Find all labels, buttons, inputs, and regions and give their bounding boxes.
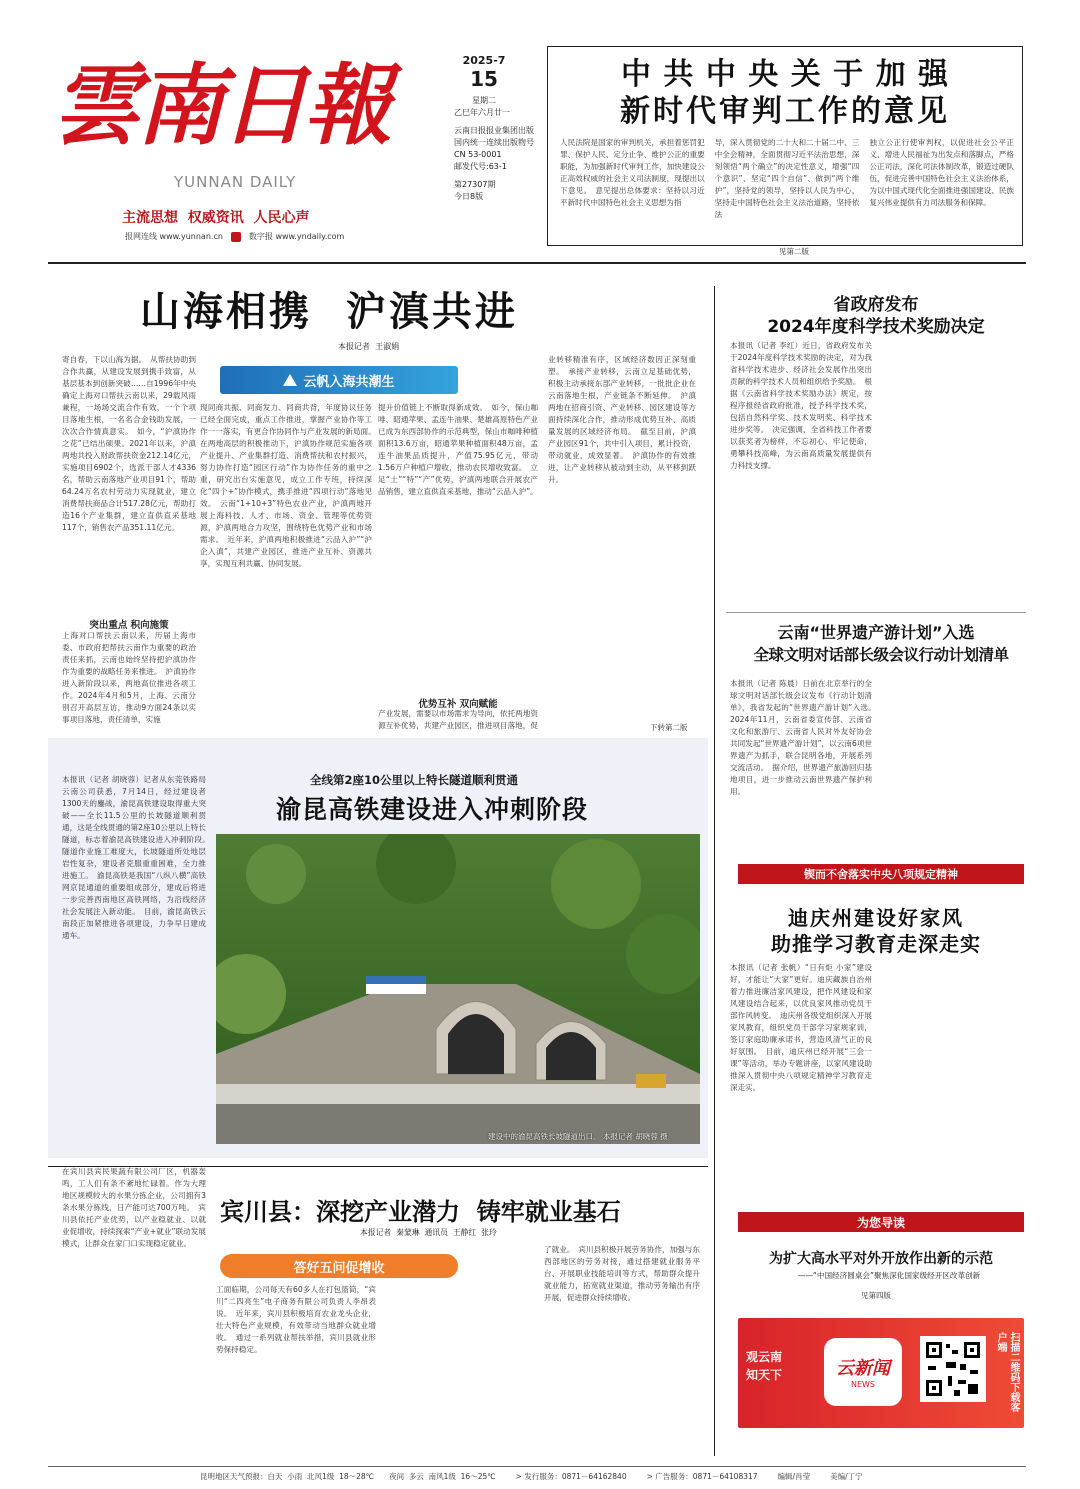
lead-col-1: 人民法院是国家的审判机关，承担着惩罚犯罪、保护人民、定分止争、维护公正的重要职能，为加强新时代审判工作，加快建设公正高效权威的社会主义司法制度，现提出以下意见。 意见提出总体要求：坚持以习近平新时代中国特色社会主义思想为指	[560, 138, 705, 207]
guide-label	[738, 1212, 1024, 1232]
issue-postal: 邮发代号:63-1	[454, 162, 507, 171]
ad-phone: > 广告服务：0871－64108317	[646, 1472, 758, 1481]
hai-banner-text: 云帆入海共潮生	[303, 374, 395, 390]
keji-title-1[interactable]: 省政府发布	[833, 295, 919, 315]
binchuan-title[interactable]: 宾川县：深挖产业潜力 铸牢就业基石	[220, 1198, 621, 1226]
lead-title-line2[interactable]: 新时代审判工作的意见	[620, 94, 950, 129]
distribution-phone: > 发行服务：0871－64162840	[515, 1472, 627, 1481]
hai-col-3b: 产业发展，需要以市场需求为导向，依托两地资源互补优势，共建产业园区，推进项目落地，促	[378, 709, 538, 730]
tunnel-photo	[216, 834, 700, 1144]
app-ad[interactable]	[738, 1318, 1024, 1428]
lead-article	[547, 46, 1023, 256]
digital-paper-icon	[231, 232, 241, 242]
guide-label-text: 为您导读	[856, 1215, 905, 1230]
weather-forecast: 昆明地区天气预报：白天 小雨 北风1级 18～28℃ 夜间 多云 南风1级 16～25℃	[200, 1472, 496, 1481]
editor: 编辑/肖莹	[777, 1472, 811, 1481]
photo-caption: 建设中的渝昆高铁长坡隧道出口。 本报记者 胡晓蓉 摄	[488, 1132, 668, 1141]
hai-col-1b: 上海对口帮扶云南以来，历届上海市委、市政府把帮扶云南作为重要的政治责任来抓，云南也始终坚持把沪滇协作作为重要的战略任务来推进。 沪滇协作进入新阶段以来，两地高位推进各项工作。2024年4月和5月，上海、云南分别召开高层互访，推动9方面24条以实事项目落地，责任清单，实施	[62, 631, 196, 724]
portal-link[interactable]: 报网连线 www.yunnan.cn	[125, 232, 223, 241]
guide-subtitle: ——“中国经济圆桌会”聚焦深化国家级经开区改革创新	[797, 1271, 981, 1280]
bfz-label-text: 锲而不舍落实中央八项规定精神	[804, 868, 958, 881]
hai-byline: 本报记者 王淑娟	[338, 342, 400, 351]
app-logo-en: NEWS	[850, 1380, 876, 1389]
binchuan-col-4: 了就业。 宾川县积极开展劳务协作，加强与东西部地区的劳务对接，通过搭建就业服务平台、开展职业技能培训等方式，帮助群众提升就业能力，拓宽就业渠道，推动劳务输出有序开展，促进群众持续增收。	[544, 1245, 700, 1302]
hai-jump[interactable]: 下转第二版	[650, 723, 688, 732]
bfz-title-2[interactable]: 助推学习教育走深走实	[771, 932, 981, 956]
keji-title-2[interactable]: 2024年度科学技术奖励决定	[767, 317, 985, 337]
shijie-title-1[interactable]: 云南“世界遗产游计划”入选	[777, 623, 975, 642]
issue-info	[454, 55, 544, 203]
masthead	[52, 45, 432, 195]
shijie-col-1: 本报讯（记者 陈晨）日前在北京举行的全球文明对话部长级会议发布《行动计划清单》，我省发起的“世界遗产游计划”入选。 2024年11月，云南省委宣传部、云南省文化和旅游厅、云南省人民对外友好协会共同发起“世界遗产游计划”，以云南6项世界遗产为抓手，联合昆明各地，开展系列交流活动。 据介绍，世界遗产旅游回归基地项目，进一步推动云南世界遗产保护利用。	[730, 679, 872, 796]
binchuan-byline: 本报记者 秦蒙琳 通讯员 王静红 张玲	[360, 1228, 497, 1237]
app-ad-slogan: 观云南 知天下	[746, 1350, 783, 1382]
issue-publisher: 云南日报报业集团出版	[454, 126, 534, 135]
digital-paper-link[interactable]: 数字报 www.yndaily.com	[248, 232, 345, 241]
hai-banner	[220, 366, 458, 394]
bfz-col-2	[880, 962, 1022, 1192]
guide-title[interactable]: 为扩大高水平对外开放作出新的示范	[769, 1251, 993, 1267]
qr-code-graphic	[924, 1340, 982, 1398]
hai-col-1: 寄自春，下以山海为据。 从帮扶协助到合作共赢，从建设发展到携手致富，从基层基本到创新突破……自1996年中央确定上海对口帮扶云南以来，29载风雨兼程，一场场交流合作有效，一个个项目落地生根，一名名合金钱助发展，一次次合作情真意实。 如今，“沪滇协作之花”已结出硕果。2021年以来，沪滇两地共投入财政帮扶资金212.14亿元，实施项目6902个，选派干部人才4336名，帮助云南落地产业项目91个，帮助64.24万名农村劳动力实现就业，建立消费帮扶商品合计517.28亿元，帮助打造16个产业集群，建立直供直采基地117个，销售农产品351.11亿元。	[62, 355, 196, 532]
hai-col-4: 业转移精准有序，区域经济数因正深刻重塑。 承接产业转移，云南立足基础优势，积极主动承接东部产业转移，一批批企业在云南落地生根，产业链条不断延伸。 沪滇两地在招商引资、产业转移、园区建设等方面持续深化合作，推动形成优势互补、高质量发展的区域经济布局。 截至目前，沪滇产业园区91个，共中引入项目，累计投资，带动就业，成效显著。 沪滇协作的有效推进，让产业转移从被动到主动，从平移到跃升。	[548, 355, 696, 484]
lead-col-2: 导，深入贯彻党的二十大和二十届二中、三中全会精神，全面贯彻习近平法治思想，深刻领悟“两个确立”的决定性意义，增强“四个意识”、坚定“四个自信”、做到“两个维护”，坚持党的领导，坚持以人民为中心，坚持走中国特色社会主义法治道路，坚持依法	[714, 138, 860, 219]
issue-serial-label: 国内统一连续出版物号	[454, 138, 534, 147]
binchuan-banner	[220, 1254, 458, 1278]
site-links	[125, 231, 344, 242]
issue-number: 第27307期	[454, 180, 496, 189]
qr-code-icon	[920, 1336, 986, 1402]
binchuan-col-3	[382, 1284, 538, 1460]
issue-year-month: 2025-7	[462, 54, 506, 67]
issue-day: 15	[470, 67, 498, 91]
shijie-title-2[interactable]: 全球文明对话部长级会议行动计划清单	[753, 646, 1009, 664]
binchuan-banner-text: 答好五问促增收	[293, 1260, 385, 1276]
hai-subhead-2: 优势互补 双向赋能	[418, 699, 498, 710]
hai-headline[interactable]: 山海相携 沪滇共进	[140, 289, 518, 335]
keji-rule	[726, 612, 1026, 613]
qr-download-text: 扫描二维码下载客户端	[995, 1332, 1019, 1412]
binchuan-col-1: 在宾川县宾民果蔬有限公司厂区，机器轰鸣，工人们有条不紊地忙碌着。作为大理地区规模较大的水果分拣企业，公司拥有3条水果分拣线，日产能可达700万吨。 宾川县依托产业优势，以产业稳就业、以就业促增收，持续探索“产业+就业”联动发展模式，让群众在家门口实现稳定就业。	[62, 1167, 206, 1248]
yukun-title[interactable]: 渝昆高铁建设进入冲刺阶段	[276, 795, 589, 824]
hai-col-2: 现同商共振、同商发力、同商共背，年度协议任务已经全面完成，重点工作推进，掌握产业协作等工作一一落实，有更合作协同作与产业发展的新局面。 在两地高层的积极推动下，沪滇协作规范实施各项产业提升、产业集群打造、消费帮扶和农村振兴，努力协作打造“园区行动”作为协作任务的重中之重，研究出台实施意见，成立工作专班，持续深化“四个+”协作模式，携手推进“四项行动”落地见效。 云南“1+10+3”特色农业产业，沪滇两地开展上海科技、人才、市场、资金、管理等优势资源，沪滇两地合力攻坚，围绕特色优势产业和市场需求。 近年来，沪滇两地积极推进“云品入沪”“沪企入滇”，共建产业园区，推进产业互补、资源共享，实现互利共赢、协同发展。	[200, 403, 372, 568]
bfz-title-1[interactable]: 迪庆州建设好家风	[788, 906, 964, 930]
keji-col-2	[880, 340, 1022, 604]
lead-jump[interactable]: 见第二版	[776, 246, 812, 257]
bfz-label	[738, 864, 1024, 884]
issue-pages: 今日8版	[454, 192, 484, 201]
column-divider	[714, 286, 715, 1456]
footer-rule	[48, 1466, 1026, 1467]
binchuan-col-2: 工面临期，公司每天有60多人在打包篮筒，“宾川“二四亮生”电子商务有限公司负责人李昂表说。 近年来，宾川县积极培育农业龙头企业，壮大特色产业规模，有效带动当地群众就业增收。 通过一系列就业帮扶举措，宾川县就业形势保持稳定。	[216, 1285, 376, 1354]
issue-cn: CN 53-0001	[454, 150, 502, 159]
lead-title-line1[interactable]: 中 共 中 央 关 于 加 强	[620, 57, 950, 92]
guide-jump[interactable]: 见第四版	[861, 1291, 891, 1300]
hai-subhead-1: 突出重点 积向施策	[89, 620, 169, 631]
app-logo-box	[824, 1338, 902, 1406]
newspaper-logo-english: YUNNAN DAILY	[174, 173, 297, 191]
masthead-rule	[48, 262, 1026, 264]
slogan: 主流思想 权威资讯 人民心声	[122, 210, 310, 226]
bfz-col-1: 本报讯（记者 张帆）“日有炬 小家”建设好，才能让“大家”更好。迪庆藏族自治州着力推进廉洁家风建设，把作风建设和家风建设结合起来，以优良家风推动党员干部作风转变。 迪庆州各级党组织深入开展家风教育，组织党员干部学习家规家训，签订家庭助廉承诺书，营造风清气正的良好氛围。 目前，迪庆州已经开展“三会一课”等活动，举办专题讲座，以家风建设助推深入贯彻中央八项规定精神学习教育走深走实。	[730, 963, 872, 1092]
lead-col-3: 独立公正行使审判权，以促进社会公平正义、增进人民福祉为出发点和落脚点，严格公正司法，深化司法体制改革，锻造过硬队伍，促进完善中国特色社会主义法治体系，为以中国式现代化全面推进强国建设、民族复兴伟业提供有力司法服务和保障。	[869, 138, 1015, 207]
issue-lunar: 乙巳年六月廿一	[454, 108, 510, 117]
footer-bar	[200, 1471, 1026, 1482]
yukun-text: 本报讯（记者 胡晓蓉）记者从东莞铁路局云南公司获悉，7月14日，经过建设者1300天的鏖战，渝昆高铁建设取得重大突破——全长11.5公里的长坡隧道顺利贯通，这是全线贯通的第2座10公里以上特长隧道，标志着渝昆高铁建设进入冲刺阶段。 隧道作业施工难度大，长坡隧道所处地层岩性复杂，建设者克服重重困难，全力推进施工。 渝昆高铁是我国“八纵八横”高铁网京昆通道的重要组成部分，建成后将进一步完善西南地区高铁网络，为沿线经济社会发展注入新动能。 目前，渝昆高铁云南段正加紧推进各项建设，力争早日建成通车。	[62, 775, 206, 940]
shijie-col-2	[880, 678, 1022, 844]
yukun-kicker: 全线第2座10公里以上特长隧道顺利贯通	[310, 773, 519, 787]
hai-col-3: 提升价值链上不断取得新成效。 如今，保山咖啡、昭通苹果、孟连牛油果、楚雄高原特色产业已成为东西部协作的示范典型，保山市咖啡种植面积13.6万亩，昭通苹果种植面积48万亩，孟连牛油果品质提升，产值75.95亿元，带动1.56万户种植户增收，推动农民增收致富。 立足“土”“特”“产”优势，沪滇两地联合开展农产品销售，建立直供直采基地，推动“云品入沪”。	[378, 403, 538, 496]
designer: 美编/丁宁	[830, 1472, 863, 1481]
keji-col-1: 本报讯（记者 李红）近日，省政府发布关于2024年度科学技术奖励的决定，对为我省科学技术进步、经济社会发展作出突出贡献的科学技术人员和组织给予奖励。 根据《云南省科学技术奖励办法》规定，按程序报经省政府批准，授予科学技术奖，包括自然科学奖、技术发明奖、科学技术进步奖等。 决定强调，全省科技工作者要以获奖者为榜样，不忘初心、牢记使命，勇攀科技高峰，为云南高质量发展提供有力科技支撑。	[730, 341, 872, 470]
sail-icon	[283, 374, 297, 386]
app-logo: 云新闻	[836, 1358, 890, 1379]
newspaper-logo: 雲南日報	[52, 53, 389, 157]
issue-weekday: 星期二	[472, 96, 496, 105]
